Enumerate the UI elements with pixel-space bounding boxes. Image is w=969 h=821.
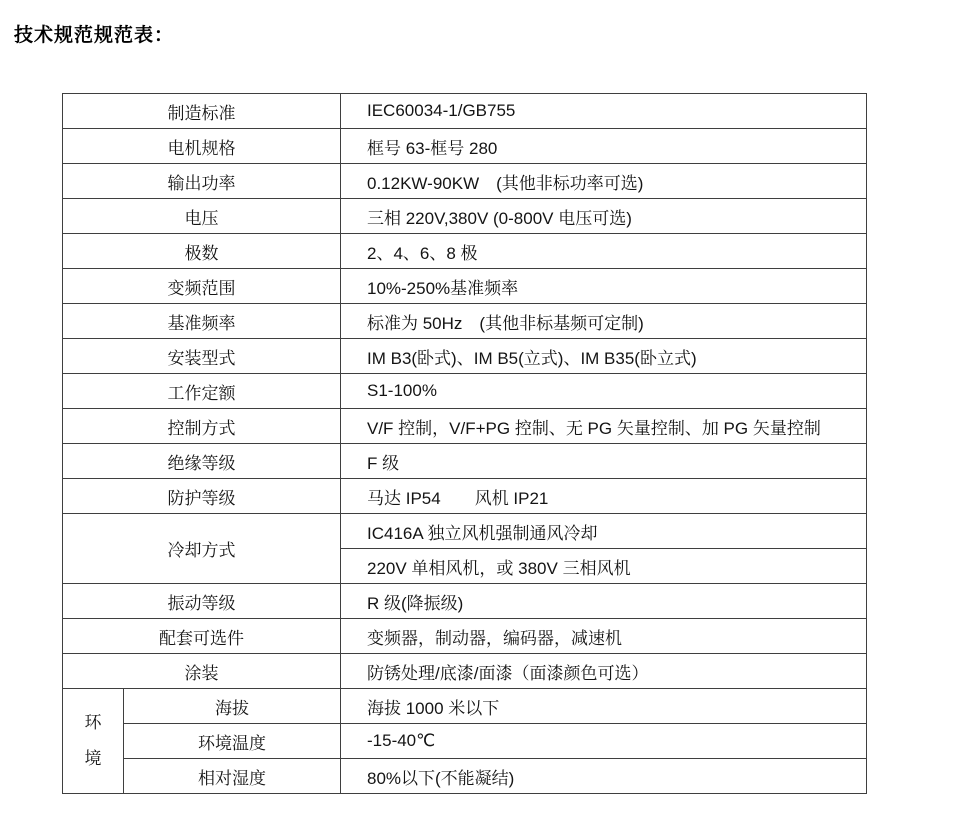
row-duty-rating (63, 374, 867, 409)
row-value: 220V 单相风机，或 380V 三相风机 (341, 549, 867, 584)
row-label: 控制方式 (63, 409, 341, 444)
row-label: 防护等级 (63, 479, 341, 514)
row-value: 三相 220V,380V (0-800V 电压可选) (341, 199, 867, 234)
row-value: 80%以下(不能凝结) (341, 759, 867, 794)
row-label: 制造标准 (63, 94, 341, 129)
row-cooling-method (63, 514, 867, 549)
row-label: 冷却方式 (63, 514, 341, 584)
page-title: 技术规范规范表： (14, 25, 175, 46)
row-base-frequency (63, 304, 867, 339)
row-label: 绝缘等级 (63, 444, 341, 479)
row-manufacturing-standard (63, 94, 867, 129)
row-value: 标准为 50Hz (其他非标基频可定制) (341, 304, 867, 339)
row-painting (63, 654, 867, 689)
row-value: IC416A 独立风机强制通风冷却 (341, 514, 867, 549)
environment-label-text: 环境 (84, 713, 102, 768)
row-value: V/F 控制，V/F+PG 控制、无 PG 矢量控制、加 PG 矢量控制 (341, 409, 867, 444)
row-value: 0.12KW-90KW (其他非标功率可选) (341, 164, 867, 199)
row-motor-size (63, 129, 867, 164)
row-label: 输出功率 (63, 164, 341, 199)
row-label: 电机规格 (63, 129, 341, 164)
row-poles (63, 234, 867, 269)
row-label: 海拔 (124, 689, 341, 724)
row-value: R 级(降振级) (341, 584, 867, 619)
spec-table (62, 93, 867, 794)
row-value: 框号 63-框号 280 (341, 129, 867, 164)
row-value: 马达 IP54 风机 IP21 (341, 479, 867, 514)
row-label: 电压 (63, 199, 341, 234)
row-label: 基准频率 (63, 304, 341, 339)
row-label: 相对湿度 (124, 759, 341, 794)
row-value: S1-100% (341, 374, 867, 409)
row-value: 变频器，制动器，编码器，减速机 (341, 619, 867, 654)
row-label: 振动等级 (63, 584, 341, 619)
row-frequency-range (63, 269, 867, 304)
row-insulation-class (63, 444, 867, 479)
row-label: 安装型式 (63, 339, 341, 374)
row-altitude (63, 689, 867, 724)
row-value: 10%-250%基准频率 (341, 269, 867, 304)
row-value: 海拔 1000 米以下 (341, 689, 867, 724)
row-label: 极数 (63, 234, 341, 269)
row-label: 工作定额 (63, 374, 341, 409)
row-value: F 级 (341, 444, 867, 479)
row-voltage (63, 199, 867, 234)
row-optional-accessories (63, 619, 867, 654)
row-label: 配套可选件 (63, 619, 341, 654)
row-value: 防锈处理/底漆/面漆（面漆颜色可选） (341, 654, 867, 689)
row-ambient-temperature (63, 724, 867, 759)
row-value: IEC60034-1/GB755 (341, 94, 867, 129)
row-value: IM B3(卧式)、IM B5(立式)、IM B35(卧立式) (341, 339, 867, 374)
row-vibration-class (63, 584, 867, 619)
environment-group-label (63, 689, 124, 794)
row-label: 涂装 (63, 654, 341, 689)
row-mounting-type (63, 339, 867, 374)
row-label: 变频范围 (63, 269, 341, 304)
row-output-power (63, 164, 867, 199)
row-control-mode (63, 409, 867, 444)
row-label: 环境温度 (124, 724, 341, 759)
row-protection-class (63, 479, 867, 514)
row-value: -15-40℃ (341, 724, 867, 759)
row-value: 2、4、6、8 极 (341, 234, 867, 269)
row-relative-humidity (63, 759, 867, 794)
